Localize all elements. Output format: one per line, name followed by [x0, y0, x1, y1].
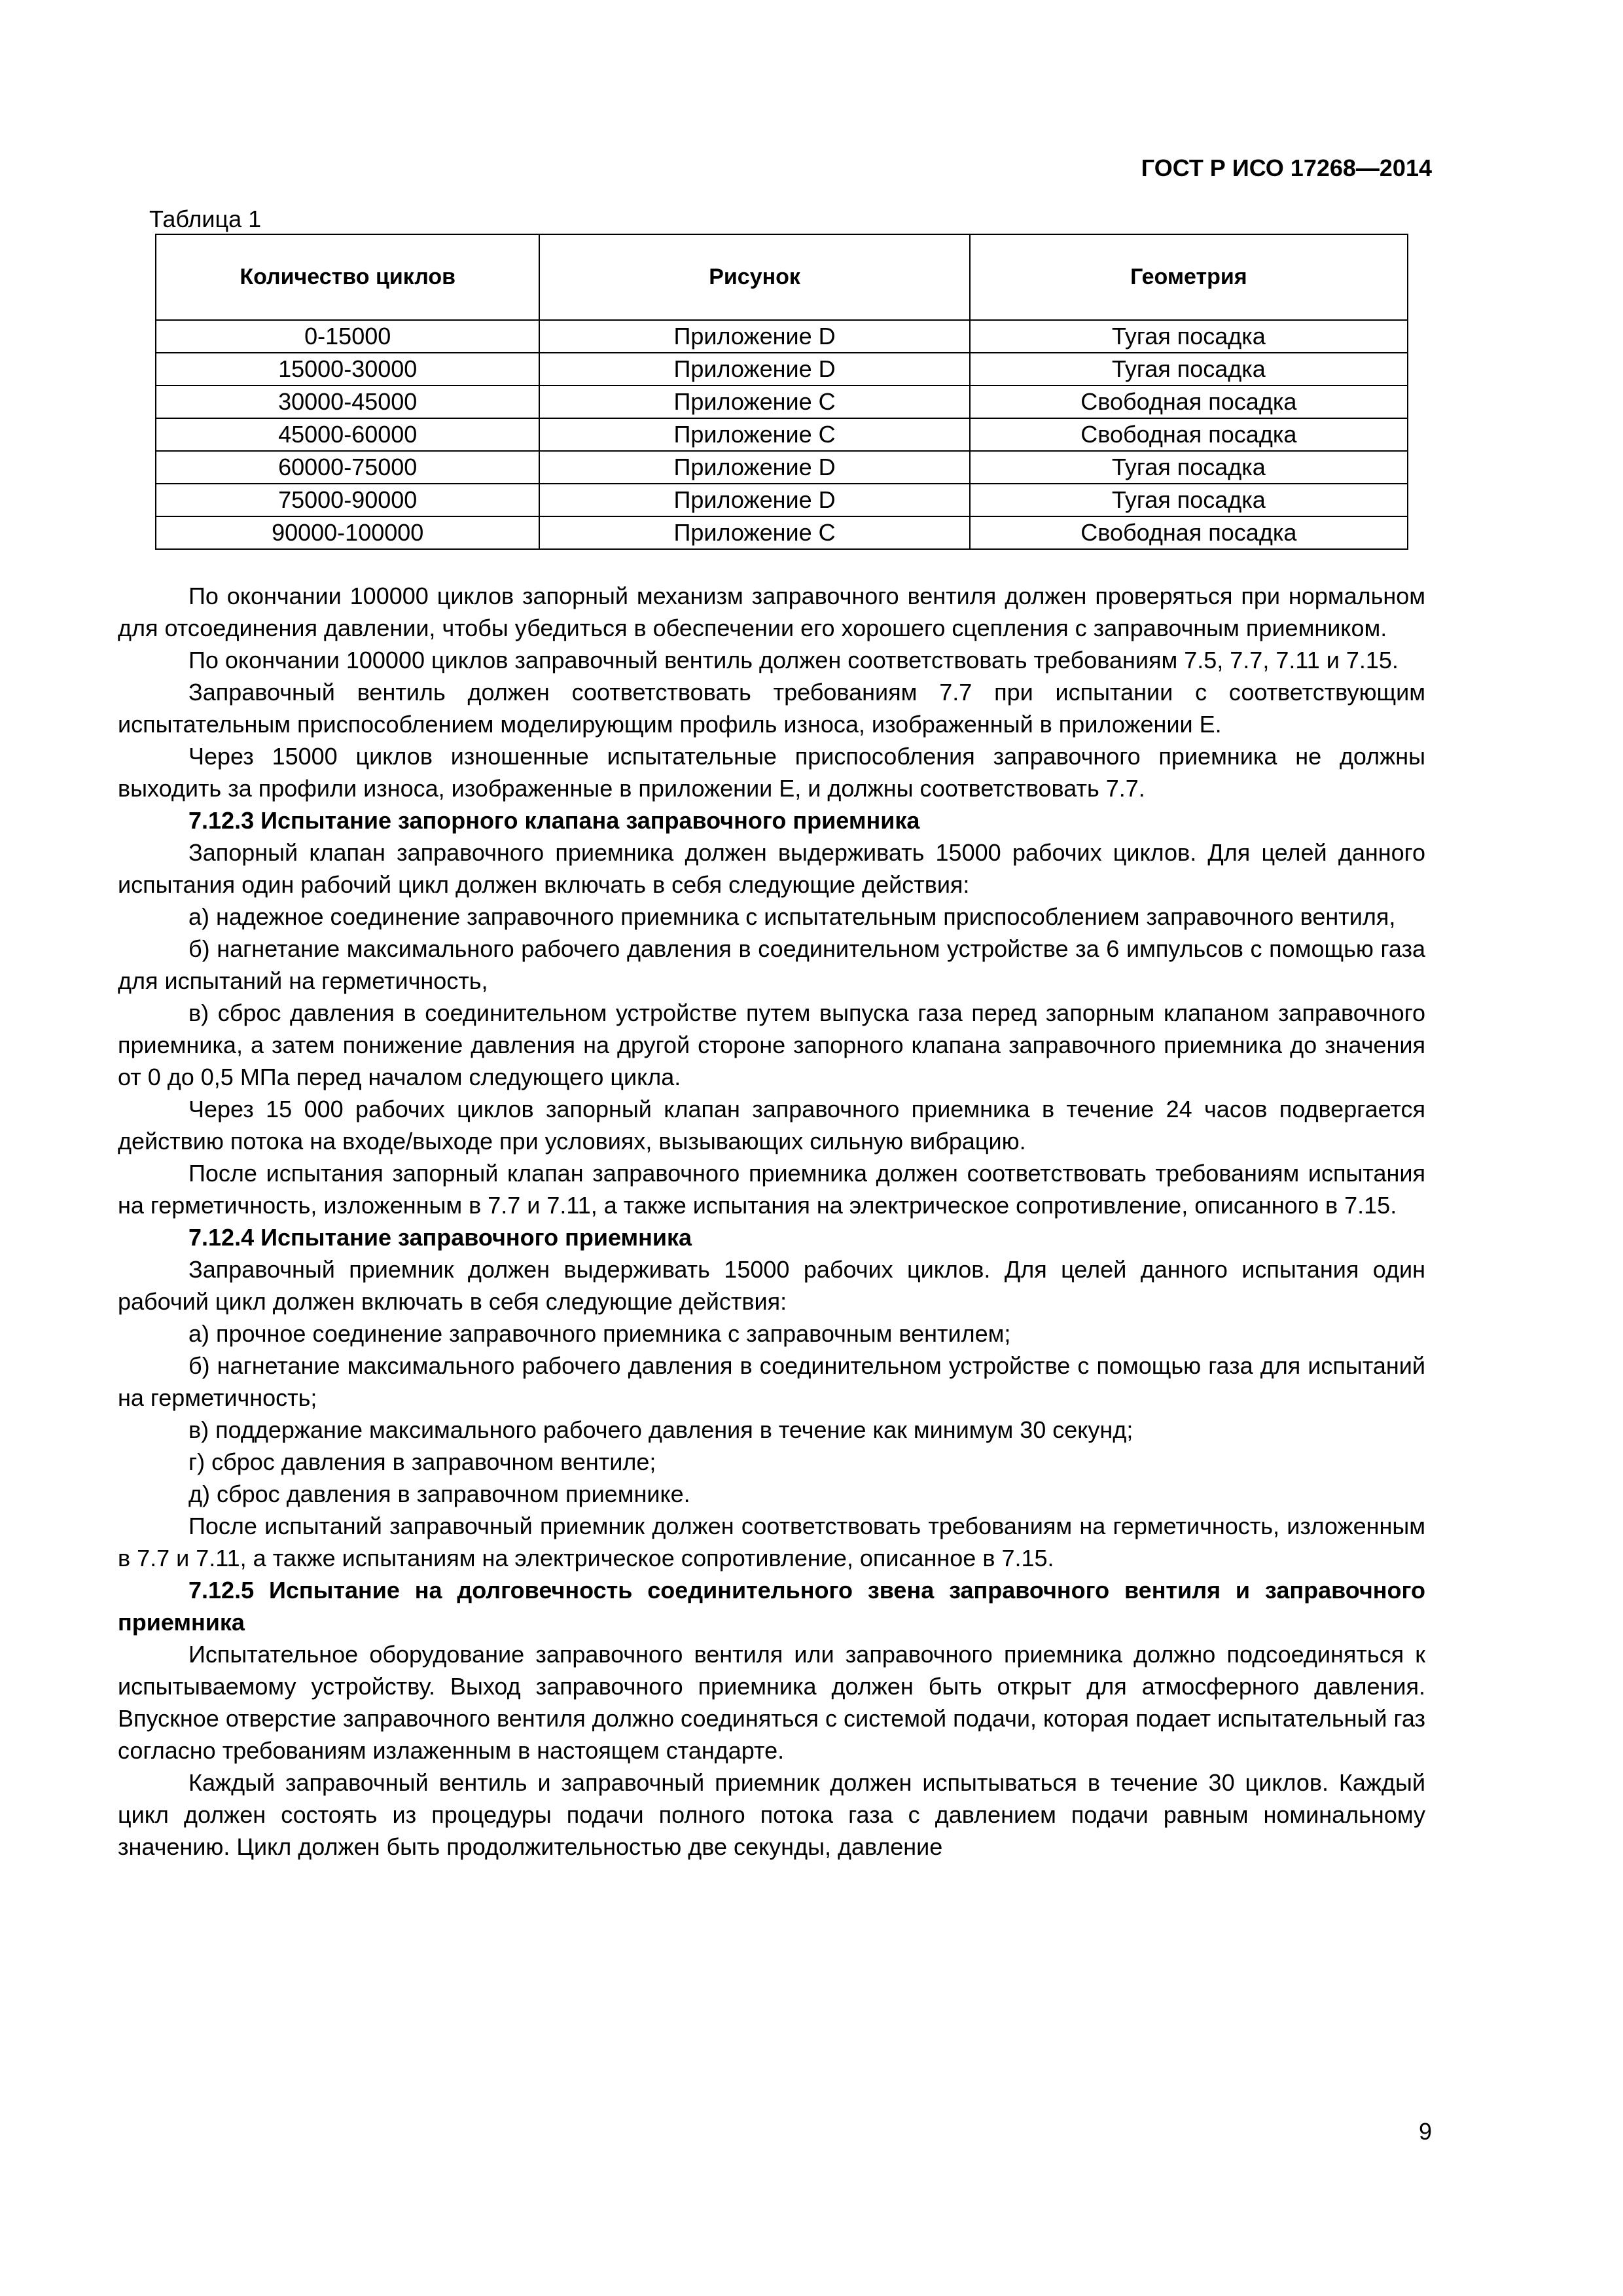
paragraph: По окончании 100000 циклов запорный механизм заправочного вентиля должен проверяться при нормальном для отсоединения давлении, чтобы убедиться в обеспечении его хорошего сцепления с заправочным приемником. — [118, 583, 1425, 641]
paragraph: После испытания запорный клапан заправочного приемника должен соответствовать требованиям испытания на герметичность, изложенным в 7.7 и 7.11, а также испытания на электрическое сопротивление, описанного в 7.15. — [118, 1160, 1425, 1219]
document-body — [118, 580, 1425, 1863]
table-cell: 30000-45000 — [156, 386, 539, 418]
paragraph: Заправочный приемник должен выдерживать 15000 рабочих циклов. Для целей данного испытания один рабочий цикл должен включать в себя следующие действия: — [118, 1256, 1425, 1315]
table-header-cell: Количество циклов — [156, 234, 539, 320]
table-row — [156, 451, 1408, 484]
table-cell: 15000-30000 — [156, 353, 539, 386]
table-cell: 90000-100000 — [156, 516, 539, 549]
table-cell: 60000-75000 — [156, 451, 539, 484]
table-caption: Таблица 1 — [149, 206, 262, 232]
table-cell: Приложение С — [539, 418, 969, 451]
paragraph: в) поддержание максимального рабочего давления в течение как минимум 30 секунд; — [188, 1416, 1133, 1443]
table-cell: Приложение С — [539, 386, 969, 418]
table-row — [156, 386, 1408, 418]
table-row — [156, 353, 1408, 386]
table-cell: Тугая посадка — [970, 353, 1408, 386]
paragraph: б) нагнетание максимального рабочего давления в соединительном устройстве с помощью газа для испытаний на герметичность; — [118, 1352, 1425, 1411]
paragraph: б) нагнетание максимального рабочего давления в соединительном устройстве за 6 импульсов с помощью газа для испытаний на герметичность, — [118, 935, 1425, 994]
table-cell: 0-15000 — [156, 320, 539, 353]
table-cell: Свободная посадка — [970, 418, 1408, 451]
paragraph: Испытательное оборудование заправочного вентиля или заправочного приемника должно подсоединяться к испытываемому устройству. Выход заправочного приемника должен быть открыт для атмосферного давления. Впускное отверстие заправочного вентиля должно соединяться с системой подачи, которая подает испытательный газ согласно требованиям излаженным в настоящем стандарте. — [118, 1641, 1425, 1764]
table-cell: 45000-60000 — [156, 418, 539, 451]
table-row — [156, 320, 1408, 353]
section-heading: 7.12.3 Испытание запорного клапана заправочного приемника — [188, 807, 920, 834]
table-cell: Тугая посадка — [970, 320, 1408, 353]
paragraph: По окончании 100000 циклов заправочный вентиль должен соответствовать требованиям 7.5, 7.7, 7.11 и 7.15. — [188, 647, 1399, 673]
cycles-table — [155, 234, 1408, 550]
table-cell: Приложение D — [539, 451, 969, 484]
table-cell: Тугая посадка — [970, 451, 1408, 484]
paragraph: г) сброс давления в заправочном вентиле; — [188, 1448, 656, 1475]
table-cell: Свободная посадка — [970, 386, 1408, 418]
table-row — [156, 418, 1408, 451]
section-heading: 7.12.5 Испытание на долговечность соединительного звена заправочного вентиля и заправочного приемника — [118, 1577, 1425, 1636]
table-cell: Свободная посадка — [970, 516, 1408, 549]
paragraph: Каждый заправочный вентиль и заправочный приемник должен испытываться в течение 30 циклов. Каждый цикл должен состоять из процедуры подачи полного потока газа с давлением подачи равным номинальному значению. Цикл должен быть продолжительностью две секунды, давление — [118, 1769, 1425, 1860]
paragraph: Через 15000 циклов изношенные испытательные приспособления заправочного приемника не должны выходить за профили износа, изображенные в приложении Е, и должны соответствовать 7.7. — [118, 743, 1425, 802]
table-row — [156, 484, 1408, 516]
paragraph: После испытаний заправочный приемник должен соответствовать требованиям на герметичность, изложенным в 7.7 и 7.11, а также испытаниям на электрическое сопротивление, описанное в 7.15. — [118, 1513, 1425, 1571]
table-cell: Приложение D — [539, 484, 969, 516]
paragraph: в) сброс давления в соединительном устройстве путем выпуска газа перед запорным клапаном заправочного приемника, а затем понижение давления на другой стороне запорного клапана заправочного приемника до значения от 0 до 0,5 МПа перед началом следующего цикла. — [118, 999, 1425, 1090]
paragraph: д) сброс давления в заправочном приемнике. — [188, 1480, 690, 1507]
paragraph: Запорный клапан заправочного приемника должен выдерживать 15000 рабочих циклов. Для целей данного испытания один рабочий цикл должен включать в себя следующие действия: — [118, 839, 1425, 898]
paragraph: а) надежное соединение заправочного приемника с испытательным приспособлением заправочного вентиля, — [188, 903, 1396, 930]
paragraph: а) прочное соединение заправочного приемника с заправочным вентилем; — [188, 1320, 1011, 1347]
paragraph: Заправочный вентиль должен соответствовать требованиям 7.7 при испытании с соответствующим испытательным приспособлением моделирующим профиль износа, изображенный в приложении Е. — [118, 679, 1425, 738]
table-header-cell: Рисунок — [539, 234, 969, 320]
table-cell: 75000-90000 — [156, 484, 539, 516]
document-header: ГОСТ Р ИСО 17268—2014 — [1141, 154, 1432, 181]
paragraph: Через 15 000 рабочих циклов запорный клапан заправочного приемника в течение 24 часов подвергается действию потока на входе/выходе при условиях, вызывающих сильную вибрацию. — [118, 1096, 1425, 1155]
table-cell: Приложение С — [539, 516, 969, 549]
page-number: 9 — [1418, 2118, 1432, 2145]
table-cell: Приложение D — [539, 353, 969, 386]
table-row — [156, 516, 1408, 549]
table-header-cell: Геометрия — [970, 234, 1408, 320]
table-header-row — [156, 234, 1408, 320]
table-cell: Тугая посадка — [970, 484, 1408, 516]
section-heading: 7.12.4 Испытание заправочного приемника — [188, 1224, 692, 1251]
table-cell: Приложение D — [539, 320, 969, 353]
